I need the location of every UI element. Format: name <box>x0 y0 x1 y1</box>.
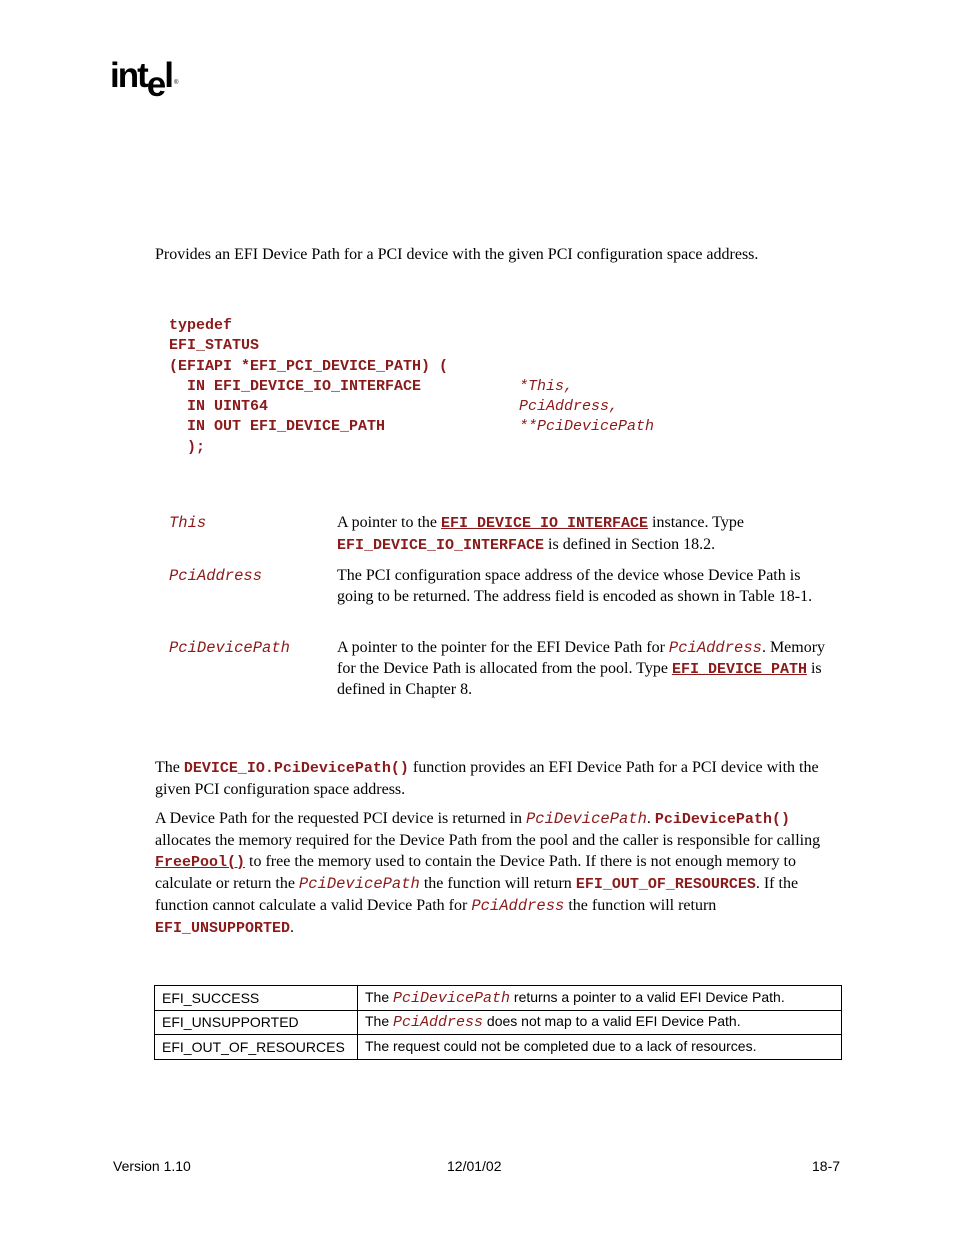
status-description: The request could not be completed due to a lack of resources. <box>358 1035 842 1060</box>
status-codes-table <box>154 985 842 1060</box>
status-code: EFI_UNSUPPORTED <box>155 1010 358 1035</box>
link-efi-device-path[interactable]: EFI_DEVICE_PATH <box>671 660 807 678</box>
code-line-close: ); <box>169 438 206 456</box>
table-row <box>155 1035 842 1060</box>
footer-page-number: 18-7 <box>812 1158 841 1174</box>
param-description: A pointer to the pointer for the EFI Device Path for PciAddress. Memory for the Device Path is allocated from the pool. Type EFI_DEVICE_PATH is defined in Chapter 8. <box>337 639 826 698</box>
code-line-return-type: EFI_STATUS <box>169 337 260 355</box>
code-line-param-this: IN EFI_DEVICE_IO_INTERFACE *This, <box>169 377 574 395</box>
description-paragraph-2: A Device Path for the requested PCI device is returned in PciDevicePath. PciDevicePath() allocates the memory required for the Device Path from the pool and the caller is responsible for calling FreePool() to free the memory used to contain the Device Path. If there is not enough memory to calculate or return the PciDevicePath the function will return EFI_OUT_OF_RESOURCES. If the function cannot calculate a valid Device Path for PciAddress the function will return EFI_UNSUPPORTED. <box>155 810 821 937</box>
param-name: PciAddress <box>169 567 263 585</box>
code-line-function: (EFIAPI *EFI_PCI_DEVICE_PATH) ( <box>169 357 449 375</box>
status-description: The PciDevicePath returns a pointer to a valid EFI Device Path. <box>358 986 842 1011</box>
intel-logo: intel ® <box>110 56 179 104</box>
link-efi-device-io-interface[interactable]: EFI_DEVICE_IO_INTERFACE <box>440 515 649 532</box>
table-row <box>155 1010 842 1035</box>
link-freepool[interactable]: FreePool() <box>155 854 246 871</box>
code-line-typedef: typedef <box>169 317 233 334</box>
registered-mark: ® <box>173 80 179 86</box>
param-name: PciDevicePath <box>169 639 290 657</box>
param-description: A pointer to the EFI_DEVICE_IO_INTERFACE instance. Type EFI_DEVICE_IO_INTERFACE is defined in Section 18.2. <box>337 514 744 554</box>
param-description: The PCI configuration space address of the device whose Device Path is going to be returned. The address field is encoded as shown in Table 18-1. <box>337 567 813 605</box>
code-line-param-address: IN UINT64 PciAddress, <box>169 398 619 416</box>
description-paragraph-1: The DEVICE_IO.PciDevicePath() function provides an EFI Device Path for a PCI device with the given PCI configuration space address. <box>155 759 819 798</box>
summary-text: Provides an EFI Device Path for a PCI device with the given PCI configuration space address. <box>155 246 759 263</box>
code-line-param-devpath: IN OUT EFI_DEVICE_PATH **PciDevicePath <box>169 418 655 436</box>
status-code: EFI_SUCCESS <box>155 986 358 1011</box>
table-row <box>155 986 842 1011</box>
footer-version: Version 1.10 <box>113 1158 191 1174</box>
status-code: EFI_OUT_OF_RESOURCES <box>155 1035 358 1060</box>
param-name: This <box>169 514 207 532</box>
footer-date: 12/01/02 <box>447 1158 502 1174</box>
prototype-code <box>169 316 654 458</box>
status-description: The PciAddress does not map to a valid EFI Device Path. <box>358 1010 842 1035</box>
